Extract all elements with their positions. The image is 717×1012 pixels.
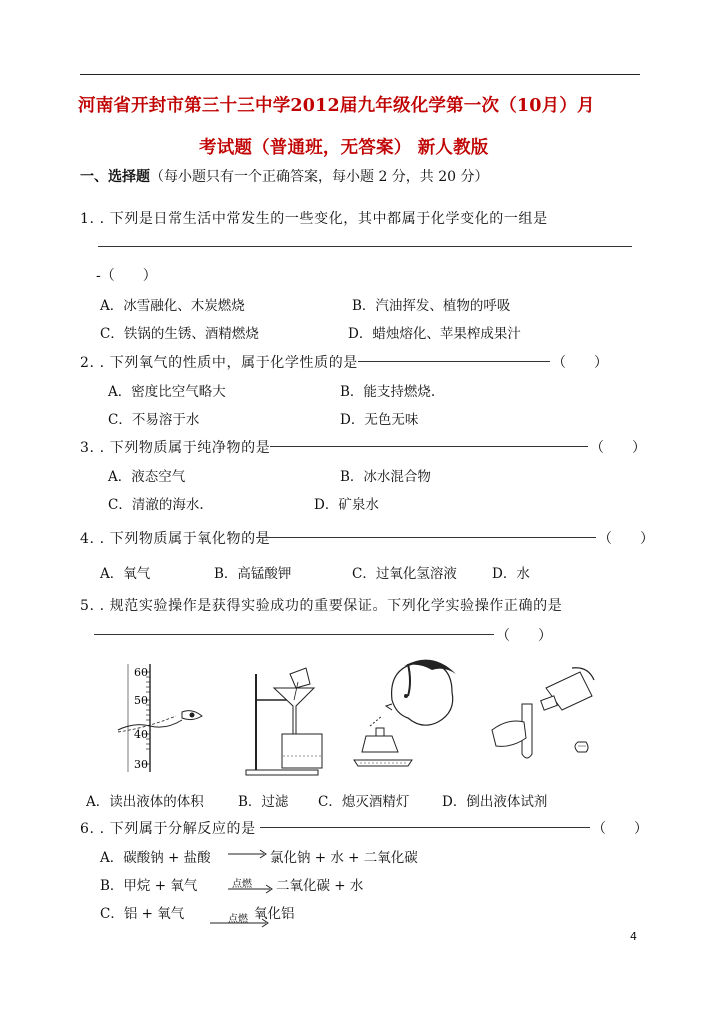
tick-label: 50 xyxy=(134,694,148,707)
option-c: C．铝 + 氧气 xyxy=(100,906,185,922)
condition-label: 点燃 xyxy=(232,879,252,890)
answer-paren: （ ） xyxy=(598,531,654,547)
option-c-product: 氧化铝 xyxy=(254,906,295,922)
answer-line xyxy=(94,634,494,635)
section-label: 一、选择题 xyxy=(80,169,150,185)
answer-line xyxy=(260,827,590,828)
blow-out-lamp-figure xyxy=(352,656,462,778)
option-a: A．冰雪融化、木炭燃烧 xyxy=(100,298,245,314)
option-b: B．过滤 xyxy=(238,794,289,810)
option-c: C．过氧化氢溶液 xyxy=(352,566,457,582)
page-number: 4 xyxy=(630,930,637,943)
section-note: （每小题只有一个正确答案，每小题 2 分，共 20 分） xyxy=(150,169,489,185)
page-title-line1: 河南省开封市第三十三中学2012届九年级化学第一次（10月）月 xyxy=(78,96,595,116)
option-d: D．倒出液体试剂 xyxy=(442,794,548,810)
option-b: B．能支持燃烧. xyxy=(340,384,436,400)
answer-paren: （ ） xyxy=(592,821,648,837)
option-b-product: 二氧化碳 + 水 xyxy=(276,878,364,894)
option-a: A．氧气 xyxy=(100,566,151,582)
option-b: B．汽油挥发、植物的呼吸 xyxy=(352,298,511,314)
option-c: C．铁锅的生锈、酒精燃烧 xyxy=(100,326,259,342)
question-6-stem: 6. . 下列属于分解反应的是 xyxy=(80,821,256,837)
option-d: D．水 xyxy=(492,566,530,582)
pour-liquid-figure xyxy=(482,666,598,776)
page-title-line2: 考试题（普通班，无答案） 新人教版 xyxy=(199,138,489,158)
filtration-figure xyxy=(238,660,328,778)
arrow-right-icon xyxy=(228,848,268,860)
option-d: D．矿泉水 xyxy=(314,497,379,513)
question-4-stem: 4. . 下列物质属于氧化物的是 xyxy=(80,531,271,547)
question-5-stem: 5. . 规范实验操作是获得实验成功的重要保证。下列化学实验操作正确的是 xyxy=(80,598,563,614)
answer-paren: （ ） xyxy=(496,628,552,644)
tick-label: 30 xyxy=(134,758,148,771)
measuring-cylinder-figure xyxy=(116,660,206,775)
option-d: D．蜡烛熔化、苹果榨成果汁 xyxy=(348,326,521,342)
answer-paren: （ ） xyxy=(590,440,646,456)
section-header xyxy=(80,166,489,186)
option-a-product: 氯化钠 + 水 + 二氧化碳 xyxy=(270,850,418,866)
option-a: A．读出液体的体积 xyxy=(86,794,204,810)
answer-line xyxy=(358,361,550,362)
answer-line xyxy=(256,537,596,538)
header-rule xyxy=(80,74,640,75)
question-2-stem: 2. . 下列氧气的性质中，属于化学性质的是 xyxy=(80,355,358,371)
option-b: B．冰水混合物 xyxy=(340,469,431,485)
option-b: B．甲烷 + 氧气 xyxy=(100,878,198,894)
answer-paren: -（ ） xyxy=(96,268,157,284)
option-c: C．熄灭酒精灯 xyxy=(318,794,410,810)
option-a: A．碳酸钠 + 盐酸 xyxy=(100,850,211,866)
option-d: D．无色无味 xyxy=(340,412,419,428)
option-a: A．密度比空气略大 xyxy=(108,384,226,400)
question-3-stem: 3. . 下列物质属于纯净物的是 xyxy=(80,440,271,456)
option-c: C．不易溶于水 xyxy=(108,412,200,428)
option-c: C．清澈的海水. xyxy=(108,497,204,513)
option-b: B．高锰酸钾 xyxy=(214,566,292,582)
tick-label: 40 xyxy=(134,728,148,741)
tick-label: 60 xyxy=(134,666,148,679)
condition-label: 点燃 xyxy=(228,914,248,925)
arrow-right-icon xyxy=(228,884,274,894)
option-a: A．液态空气 xyxy=(108,469,186,485)
answer-paren: （ ） xyxy=(552,355,608,371)
question-1-stem: 1. . 下列是日常生活中常发生的一些变化，其中都属于化学变化的一组是 xyxy=(80,211,548,227)
answer-line xyxy=(98,246,632,247)
answer-line xyxy=(270,446,588,447)
